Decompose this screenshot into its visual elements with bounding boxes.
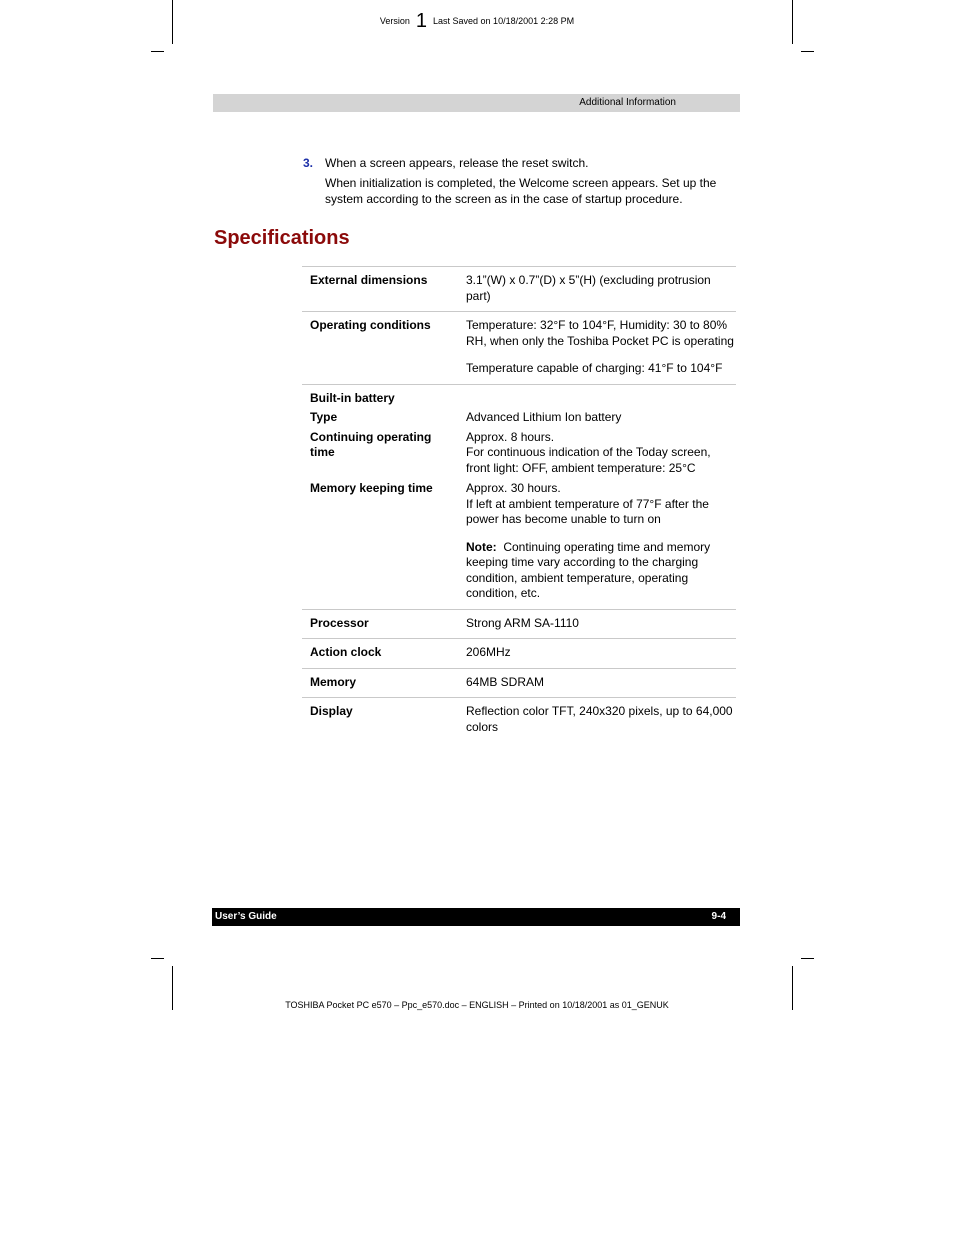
battery-note: [466, 540, 736, 602]
table-row: [302, 312, 736, 385]
spec-value-operating-conditions: [466, 312, 736, 385]
spacer: [466, 528, 736, 540]
spec-label-display: Display: [302, 698, 466, 736]
spec-label-processor: Processor: [302, 609, 466, 639]
crop-mark-top-right-horizontal: [801, 51, 814, 52]
continuing-time-condition: For continuous indication of the Today screen, front light: OFF, ambient temperature: 25°C: [466, 445, 711, 475]
table-row: [302, 698, 736, 736]
table-row: [302, 426, 736, 477]
operating-conditions-temperature: Temperature: 32°F to 104°F, Humidity: 30 to 80% RH, when only the Toshiba Pocket PC is operating: [466, 318, 734, 348]
spec-value-memory: 64MB SDRAM: [466, 668, 736, 698]
specifications-table: [302, 266, 736, 735]
table-row: [302, 384, 736, 406]
spec-value-memory-keeping-time: [466, 476, 736, 609]
step-number: 3.: [303, 156, 314, 170]
table-row: [302, 406, 736, 426]
spec-label-action-clock: Action clock: [302, 639, 466, 669]
table-row: [302, 609, 736, 639]
version-number: 1: [415, 10, 428, 32]
spec-label-battery-type: Type: [310, 410, 338, 424]
continuing-time-hours: Approx. 8 hours.: [466, 429, 555, 444]
spec-value-action-clock: 206MHz: [466, 639, 736, 669]
table-row: [302, 639, 736, 669]
spec-value-processor: Strong ARM SA-1110: [466, 609, 736, 639]
memory-keeping-condition: If left at ambient temperature of 77°F after the power has become unable to turn on: [466, 496, 709, 526]
footer-guide-title: User’s Guide: [215, 911, 277, 922]
step-3: [303, 155, 743, 211]
spec-label-built-in-battery: Built-in battery: [302, 384, 466, 406]
version-label: Version: [379, 16, 410, 26]
note-text: Continuing operating time and memory keeping time vary according to the charging condition, ambient temperature, operating condition, etc.: [466, 539, 711, 600]
spec-value-battery-type: Advanced Lithium Ion battery: [466, 410, 622, 424]
spec-label-operating-conditions: Operating conditions: [302, 312, 466, 385]
note-label: Note:: [466, 539, 497, 554]
header-section-title: Additional Information: [579, 97, 676, 108]
table-row: [302, 476, 736, 609]
document-meta-bottom: TOSHIBA Pocket PC e570 – Ppc_e570.doc – ENGLISH – Printed on 10/18/2001 as 01_GENUK: [285, 1000, 669, 1010]
spacer: [466, 349, 736, 361]
spec-label-continuing-operating-time: Continuing operating time: [310, 429, 432, 459]
table-row: [302, 267, 736, 312]
empty-cell: [466, 384, 736, 406]
running-footer: [212, 908, 740, 926]
spec-label-memory-keeping-time: Memory keeping time: [310, 481, 433, 495]
step-detail: When initialization is completed, the Welcome screen appears. Set up the system according to the screen as in the case of startup procedure.: [325, 176, 717, 206]
crop-mark-top-left-horizontal: [151, 51, 164, 52]
crop-mark-bottom-right-horizontal: [801, 958, 814, 959]
crop-mark-bottom-left-horizontal: [151, 958, 164, 959]
step-text: When a screen appears, release the reset switch.: [325, 156, 589, 170]
running-header: [213, 94, 740, 112]
spec-value-continuing-operating-time: [466, 426, 736, 477]
spec-value-external-dimensions: 3.1”(W) x 0.7”(D) x 5”(H) (excluding protrusion part): [466, 267, 736, 312]
memory-keeping-hours: Approx. 30 hours.: [466, 481, 561, 495]
document-meta-top: [0, 10, 954, 33]
spec-label-external-dimensions: External dimensions: [302, 267, 466, 312]
table-row: [302, 668, 736, 698]
page-title: Specifications: [214, 227, 350, 249]
last-saved: Last Saved on 10/18/2001 2:28 PM: [433, 16, 575, 26]
spec-value-display: Reflection color TFT, 240x320 pixels, up to 64,000 colors: [466, 698, 736, 736]
spec-label-memory: Memory: [302, 668, 466, 698]
operating-conditions-charging: Temperature capable of charging: 41°F to 104°F: [466, 361, 723, 375]
footer-page-number: 9-4: [711, 911, 726, 922]
